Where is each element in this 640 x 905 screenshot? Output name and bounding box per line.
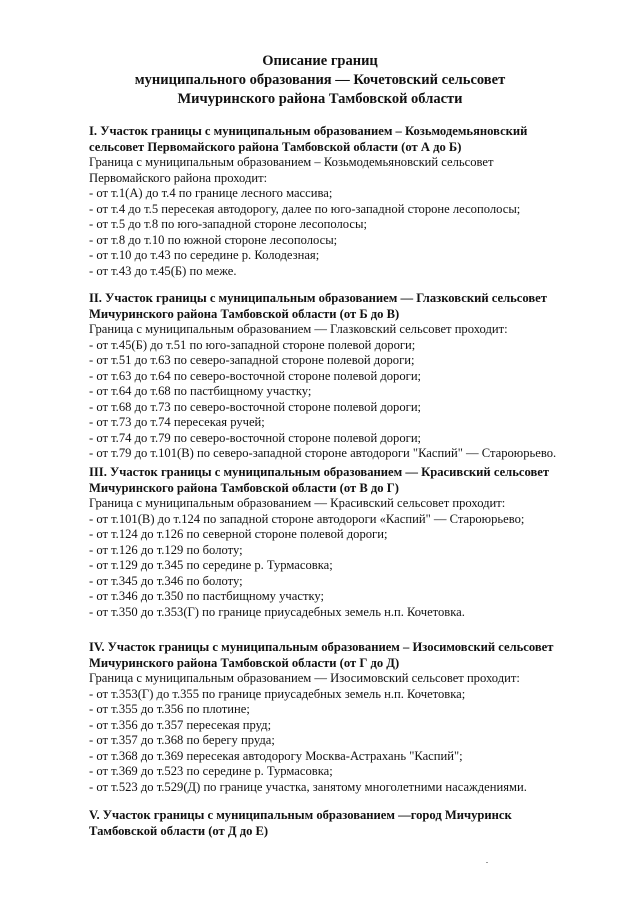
list-item: - от т.129 до т.345 по середине р. Турмасовка; [89,558,333,572]
section-heading: III. Участок границы с муниципальным образованием — Красивский сельсовет [89,465,550,479]
section-intro: Граница с муниципальным образованием — Изосимовский сельсовет проходит: [89,671,520,685]
title-line: муниципального образования — Кочетовский сельсовет [134,72,506,88]
list-item: - от т.64 до т.68 по пастбищному участку; [89,384,312,398]
section-intro: Граница с муниципальным образованием – Козьмодемьяновский сельсовет [89,155,494,169]
list-item: - от т.345 до т.346 по болоту; [89,573,243,588]
list-item: - от т.101(В) до т.124 по западной стороне автодороги «Каспий" — Староюрьево; [89,511,525,526]
list-item: - от т.346 до т.350 по пастбищному участку; [89,589,325,603]
section-intro: Первомайского района проходит: [89,170,268,185]
section-heading: Мичуринского района Тамбовской области (от Б до В) [89,306,400,321]
list-item: - от т.1(А) до т.4 по границе лесного массива; [89,186,333,200]
section-heading: II. Участок границы с муниципальным образованием — Глазковский сельсовет [89,291,547,305]
section-heading: IV. Участок границы с муниципальным образованием – Изосимовский сельсовет [89,640,554,654]
section-heading: сельсовет Первомайского района Тамбовской области (от А до Б) [89,139,462,154]
boundary-list [89,512,609,621]
section-5 [89,808,609,839]
list-item: - от т.355 до т.356 по плотине; [89,702,250,716]
section-intro: Граница с муниципальным образованием — Красивский сельсовет проходит: [89,496,506,510]
list-item: - от т.369 до т.523 по середине р. Турмасовка; [89,764,333,778]
title-line: Мичуринского района Тамбовской области [177,91,463,107]
list-item: - от т.8 до т.10 по южной стороне лесополосы; [89,232,338,247]
list-item: - от т.124 до т.126 по северной стороне полевой дороги; [89,527,388,541]
section-heading: Тамбовской области (от Д до Е) [89,823,269,838]
list-item: - от т.74 до т.79 по северо-восточной стороне полевой дороги; [89,430,422,445]
list-item: - от т.43 до т.45(Б) по меже. [89,263,237,278]
boundary-list [89,186,609,279]
list-item: - от т.45(Б) до т.51 по юго-западной стороне полевой дороги; [89,337,416,352]
section-1 [89,124,609,279]
section-heading: V. Участок границы с муниципальным образованием —город Мичуринск [89,808,512,822]
section-intro: Граница с муниципальным образованием — Глазковский сельсовет проходит: [89,322,508,336]
list-item: - от т.5 до т.8 по юго-западной стороне лесополосы; [89,217,367,231]
document-title [0,52,640,109]
section-2 [89,291,609,462]
section-4 [89,640,609,795]
boundary-list [89,687,609,796]
list-item: - от т.523 до т.529(Д) по границе участка, занятому многолетними насаждениями. [89,779,527,794]
list-item: - от т.357 до т.368 по берегу пруда; [89,733,275,747]
list-item: - от т.10 до т.43 по середине р. Колодезная; [89,248,320,262]
section-3 [89,465,609,620]
boundary-list [89,338,609,462]
section-heading: Мичуринского района Тамбовской области (от Г до Д) [89,655,400,670]
list-item: - от т.356 до т.357 пересекая пруд; [89,717,272,732]
scan-speck [486,862,488,863]
list-item: - от т.368 до т.369 пересекая автодорогу Москва-Астрахань "Каспий"; [89,748,463,763]
title-line: Описание границ [262,53,378,69]
list-item: - от т.68 до т.73 по северо-восточной стороне полевой дороги; [89,399,422,414]
list-item: - от т.126 до т.129 по болоту; [89,542,243,557]
list-item: - от т.353(Г) до т.355 по границе приусадебных земель н.п. Кочетовка; [89,686,466,701]
list-item: - от т.51 до т.63 по северо-западной стороне полевой дороги; [89,353,415,367]
section-heading: I. Участок границы с муниципальным образованием – Козьмодемьяновский [89,124,528,138]
list-item: - от т.79 до т.101(В) по северо-западной стороне автодороги "Каспий" — Староюрьево. [89,446,557,460]
section-heading: Мичуринского района Тамбовской области (от В до Г) [89,480,399,495]
list-item: - от т.4 до т.5 пересекая автодорогу, далее по юго-западной стороне лесополосы; [89,201,521,216]
list-item: - от т.350 до т.353(Г) по границе приусадебных земель н.п. Кочетовка. [89,604,465,619]
list-item: - от т.63 до т.64 по северо-восточной стороне полевой дороги; [89,368,422,383]
list-item: - от т.73 до т.74 пересекая ручей; [89,415,265,429]
